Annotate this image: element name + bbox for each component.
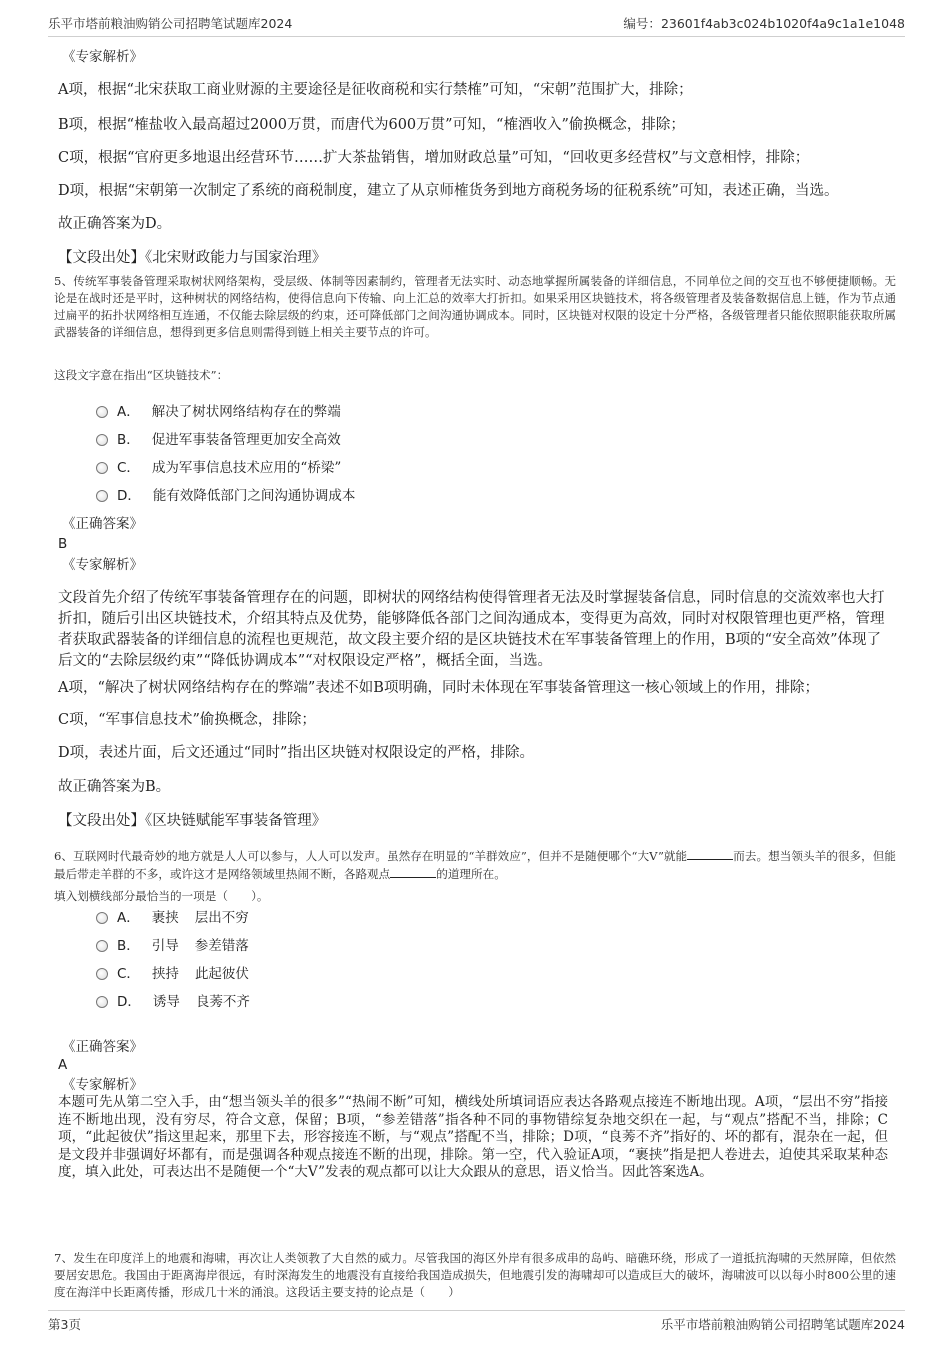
q6-stem-part1: 6、互联网时代最奇妙的地方就是人人可以参与，人人可以发声。虽然存在明显的“羊群效应”，但并不是随便哪个“大V”就能 (54, 849, 688, 863)
q7-stem: 7、发生在印度洋上的地震和海啸，再次让人类领教了大自然的威力。尽管我国的海区外岸有很多成串的岛屿、暗礁环绕，形成了一道抵抗海啸的天然屏障，但依然要居安思危。我国由于距离海岸很远，有时深海发生的地震没有直接给我国造成损失，但地震引发的海啸却可以造成巨大的破坏，海啸波可以以每小时800公里的速度在海洋中长距离传播，形成几十米的涌浪。这段话主要支持的论点是（ ） (54, 1251, 896, 1299)
option-word-2: 参差错落 (194, 938, 249, 954)
radio-icon[interactable] (96, 462, 108, 474)
q5-option-a[interactable] (96, 402, 341, 422)
q5-analysis-c: C项，“军事信息技术”偷换概念，排除； (58, 712, 316, 728)
q6-answer-label: 《正确答案》 (62, 1039, 143, 1055)
q6-analysis: 本题可先从第二空入手，由“想当领头羊的很多”“热闹不断”可知，横线处所填词语应表达各路观点接连不断地出现。A项，“层出不穷”指接连不断地出现，没有穷尽，符合文意，保留；B项，“参差错落”指各种不同的事物错综复杂地交织在一起，与“观点”搭配不当，排除；C项，“此起彼伏”指这里起来，那里下去，形容接连不断，与“观点”搭配不当，排除；D项，“良莠不齐”指好的、坏的都有，混杂在一起，但是文段并非强调好坏都有，而是强调各种观点接连不断的出现，排除。第一空，代入验证A项，“裹挟”指是把人卷进去，迫使其采取某种态度，填入此处，可表达出不是随便一个“大V”发表的观点都可以让大众跟从的意思，语义恰当。因此答案选A。 (58, 1094, 888, 1180)
option-word-1: 裹挟 (151, 910, 179, 926)
q4-source: 【文段出处】《北宋财政能力与国家治理》 (58, 250, 327, 266)
header-title: 乐平市塔前粮油购销公司招聘笔试题库2024 (48, 16, 293, 31)
option-word-1: 诱导 (152, 994, 180, 1010)
q5-conclusion: 故正确答案为B。 (58, 779, 171, 795)
q6-stem (54, 847, 896, 883)
q5-answer: B (58, 536, 68, 552)
option-key: B． (117, 432, 140, 448)
q6-stem-part2: 而去。想当领头羊的很多，但能最后带走羊群的不多，或许这才是网络领域里热闹不断，各路观点 (54, 849, 896, 881)
page-header (48, 14, 905, 34)
q5-analysis-a: A项，“解决了树状网络结构存在的弊端”表述不如B项明确，同时未体现在军事装备管理这一核心领域上的作用，排除； (58, 680, 819, 696)
footer-rule (48, 1310, 905, 1311)
header-rule (48, 36, 905, 37)
page-footer (48, 1315, 905, 1335)
radio-icon[interactable] (96, 968, 108, 980)
q6-stem-part3: 的道理所在。 (436, 867, 506, 881)
option-text: 解决了树状网络结构存在的弊端 (151, 404, 341, 420)
q6-question: 填入划横线部分最恰当的一项是（ ）。 (54, 889, 269, 903)
option-word-2: 良莠不齐 (195, 994, 250, 1010)
option-word-1: 引导 (151, 938, 179, 954)
footer-page: 第3页 (48, 1317, 81, 1332)
radio-icon[interactable] (96, 490, 108, 502)
q5-answer-label: 《正确答案》 (62, 516, 143, 532)
option-key: A． (117, 404, 140, 420)
q5-analysis-label: 《专家解析》 (62, 557, 143, 573)
radio-icon[interactable] (96, 996, 108, 1008)
q6-option-b[interactable] (96, 936, 249, 956)
option-key: D． (117, 488, 141, 504)
q5-source: 【文段出处】《区块链赋能军事装备管理》 (58, 813, 327, 829)
blank-2 (390, 865, 436, 878)
q5-analysis: 文段首先介绍了传统军事装备管理存在的问题，即树状的网络结构使得管理者无法及时掌握装备信息，同时信息的交流效率也大打折扣，随后引出区块链技术，介绍其特点及优势，能够降低各部门之间沟通成本，变得更为高效，同时对权限管理也更严格，管理者获取武器装备的详细信息的流程也更规范，故文段主要介绍的是区块链技术在军事装备管理上的作用，B项的“安全高效”体现了后文的“去除层级约束”“降低协调成本”“对权限设定严格”，概括全面，当选。 (58, 590, 885, 669)
option-text: 能有效降低部门之间沟通协调成本 (152, 488, 356, 504)
radio-icon[interactable] (96, 406, 108, 418)
option-key: C． (117, 966, 140, 982)
option-key: B． (117, 938, 140, 954)
q5-option-b[interactable] (96, 430, 341, 450)
q5-option-c[interactable] (96, 458, 341, 478)
option-word-2: 层出不穷 (194, 910, 249, 926)
q4-analysis-label: 《专家解析》 (62, 49, 143, 65)
option-text: 成为军事信息技术应用的“桥梁” (151, 460, 342, 476)
q4-analysis-c: C项，根据“官府更多地退出经营环节……扩大茶盐销售，增加财政总量”可知，“回收更多经营权”与文意相悖，排除； (58, 150, 810, 166)
radio-icon[interactable] (96, 434, 108, 446)
option-key: C． (117, 460, 140, 476)
q6-option-c[interactable] (96, 964, 249, 984)
q5-option-d[interactable] (96, 486, 355, 506)
q4-conclusion: 故正确答案为D。 (58, 216, 172, 232)
option-text: 促进军事装备管理更加安全高效 (151, 432, 341, 448)
q5-stem: 5、传统军事装备管理采取树状网络架构，受层级、体制等因素制约，管理者无法实时、动态地掌握所属装备的详细信息，不同单位之间的交互也不够便捷顺畅。无论是在战时还是平时，这种树状的网络结构，使得信息向下传输、向上汇总的效率大打折扣。如果采用区块链技术，将各级管理者及装备数据信息上链，作为节点通过扁平的拓扑状网络相互连通，不仅能去除层级的约束，还可降低部门之间沟通协调成本。同时，区块链对权限的设定十分严格，各级管理者只能依照职能获取所属武器装备的详细信息，想得到更多信息则需得到链上相关主要节点的许可。 (54, 274, 896, 339)
radio-icon[interactable] (96, 912, 108, 924)
q4-analysis-a: A项，根据“北宋获取工商业财源的主要途径是征收商税和实行禁榷”可知，“宋朝”范围扩大，排除； (58, 82, 693, 98)
q6-option-d[interactable] (96, 992, 250, 1012)
q5-analysis-d: D项，表述片面，后文还通过“同时”指出区块链对权限设定的严格，排除。 (58, 745, 534, 761)
option-word-1: 挟持 (151, 966, 179, 982)
blank-1 (687, 847, 733, 860)
q6-option-a[interactable] (96, 908, 249, 928)
q4-analysis-d: D项，根据“宋朝第一次制定了系统的商税制度，建立了从京师榷货务到地方商税务场的征税系统”可知，表述正确，当选。 (58, 183, 839, 199)
option-key: D． (117, 994, 141, 1010)
option-word-2: 此起彼伏 (194, 966, 249, 982)
option-key: A． (117, 910, 140, 926)
header-code-value: 23601f4ab3c024b1020f4a9c1a1e1048 (660, 16, 905, 31)
q4-analysis-b: B项，根据“榷盐收入最高超过2000万贯，而唐代为600万贯”可知，“榷酒收入”偷换概念，排除； (58, 117, 685, 133)
q6-answer: A (58, 1057, 68, 1073)
header-code-label: 编号： (623, 16, 661, 31)
q6-analysis-label: 《专家解析》 (62, 1077, 143, 1093)
footer-title: 乐平市塔前粮油购销公司招聘笔试题库2024 (660, 1317, 905, 1332)
header-code (623, 14, 905, 32)
q5-question: 这段文字意在指出“区块链技术”： (54, 368, 229, 382)
radio-icon[interactable] (96, 940, 108, 952)
